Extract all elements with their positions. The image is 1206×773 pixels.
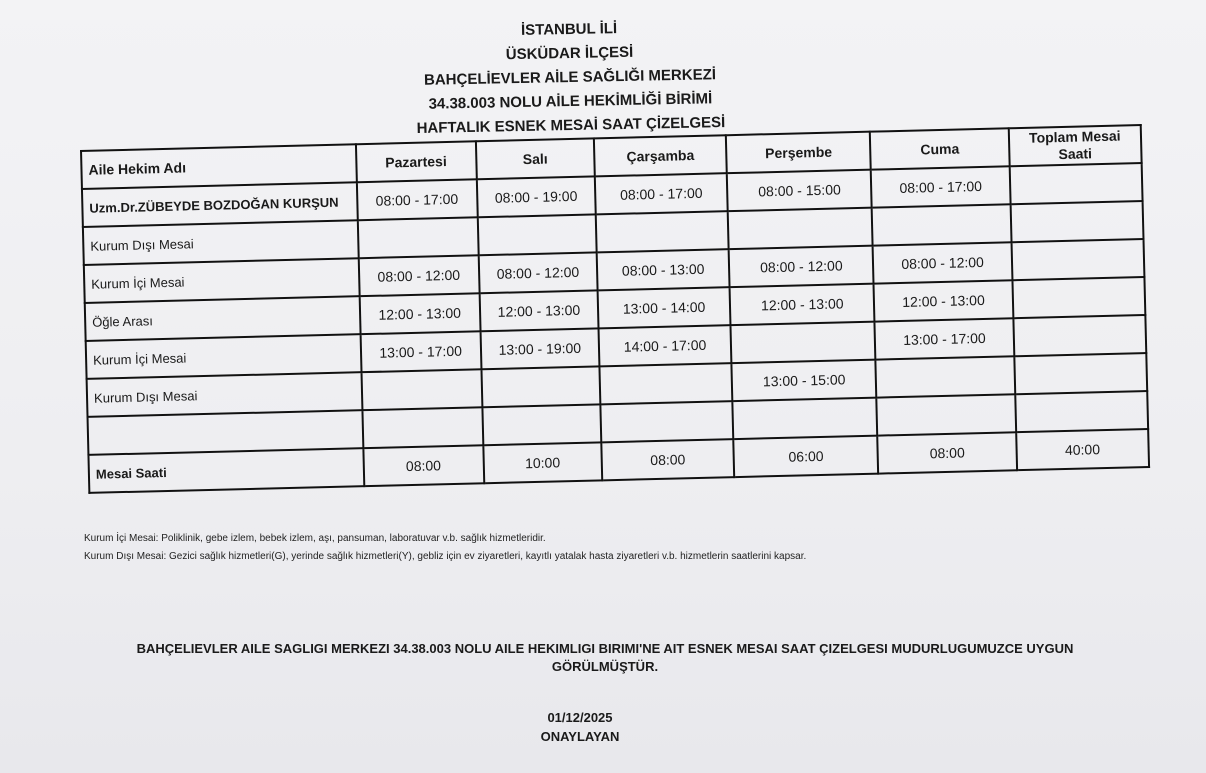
table-cell: 13:00 - 19:00 xyxy=(480,328,599,369)
header-total: Toplam Mesai Saati xyxy=(1008,125,1141,166)
header-name: Aile Hekim Adı xyxy=(81,144,356,189)
table-cell xyxy=(1012,277,1145,318)
table-cell xyxy=(731,322,876,364)
table-cell: 08:00 - 17:00 xyxy=(595,173,728,214)
row-label: Kurum İçi Mesai xyxy=(84,258,359,303)
note-external: Kurum Dışı Mesai: Gezici sağlık hizmetleri(G), yerinde sağlık hizmetleri(Y), gebliz için ev ziyaretleri, kayıtlı yatalak hasta ziyaretleri v.b. hizmetlerin saatlerini kapsar. xyxy=(84,551,807,562)
table-cell xyxy=(482,404,601,445)
header-monday: Pazartesi xyxy=(355,141,476,182)
table-cell: 12:00 - 13:00 xyxy=(359,293,480,334)
header-tuesday: Salı xyxy=(476,138,595,179)
total-cell: 08:00 xyxy=(878,432,1017,473)
table-cell: 12:00 - 13:00 xyxy=(874,280,1013,321)
table-cell xyxy=(1009,163,1142,204)
total-cell: 10:00 xyxy=(483,442,602,483)
table-cell: 08:00 - 12:00 xyxy=(478,252,597,293)
table-cell xyxy=(876,356,1015,397)
table-cell: 08:00 - 17:00 xyxy=(871,166,1010,207)
header-center: BAHÇELİEVLER AİLE SAĞLIĞI MERKEZİ xyxy=(423,66,717,89)
table-cell: 13:00 - 15:00 xyxy=(732,360,877,402)
table-cell xyxy=(362,407,483,448)
approval-line-2: GÖRÜLMÜŞTÜR. xyxy=(551,659,659,674)
header-district: ÜSKÜDAR İLÇESİ xyxy=(505,43,634,64)
table-cell xyxy=(1014,353,1147,394)
table-cell xyxy=(1011,239,1144,280)
footnotes xyxy=(84,530,806,566)
table-cell: 08:00 - 17:00 xyxy=(356,179,477,220)
table-cell xyxy=(596,211,729,252)
table-cell xyxy=(599,363,732,404)
header-title: HAFTALIK ESNEK MESAİ SAAT ÇİZELGESİ xyxy=(416,114,726,137)
table-cell: 08:00 - 19:00 xyxy=(477,176,596,217)
header-friday: Cuma xyxy=(870,128,1009,169)
table-cell: 12:00 - 13:00 xyxy=(730,284,875,326)
approval-signature-block xyxy=(480,708,680,746)
table-cell xyxy=(357,217,478,258)
header-thursday: Perşembe xyxy=(726,132,871,174)
approval-date: 01/12/2025 xyxy=(547,710,613,725)
table-cell: 14:00 - 17:00 xyxy=(598,325,731,366)
approval-line-1: BAHÇELIEVLER AILE SAGLIGI MERKEZI 34.38.003 NOLU AILE HEKIMLIGI BIRIMI'NE AIT ESNEK MESAI SAAT ÇIZELGESI MUDURLUGUMUZCE UYGUN xyxy=(136,641,1074,656)
total-cell: 06:00 xyxy=(733,436,878,478)
row-label: Kurum Dışı Mesai xyxy=(87,372,362,417)
row-label: Öğle Arası xyxy=(85,296,360,341)
table-cell xyxy=(477,214,596,255)
document-header xyxy=(329,13,811,142)
doctor-name: Uzm.Dr.ZÜBEYDE BOZDOĞAN KURŞUN xyxy=(82,182,357,227)
note-internal: Kurum İçi Mesai: Poliklinik, gebe izlem, bebek izlem, aşı, pansuman, laboratuvar v.b. sağlık hizmetleridir. xyxy=(84,533,546,544)
table-cell xyxy=(481,366,600,407)
row-label: Kurum Dışı Mesai xyxy=(83,220,358,265)
table-cell xyxy=(1010,201,1143,242)
header-unit: 34.38.003 NOLU AİLE HEKİMLİĞİ BİRİMİ xyxy=(428,90,713,113)
table-cell xyxy=(1015,391,1148,432)
header-province: İSTANBUL İLİ xyxy=(520,20,618,39)
table-cell xyxy=(733,398,878,440)
table-cell xyxy=(728,208,873,250)
table-cell: 08:00 - 12:00 xyxy=(729,246,874,288)
total-label: Mesai Saati xyxy=(88,448,363,493)
table-cell: 08:00 - 15:00 xyxy=(727,170,872,212)
table-cell: 08:00 - 12:00 xyxy=(358,255,479,296)
table-cell: 13:00 - 17:00 xyxy=(875,318,1014,359)
row-label: Kurum İçi Mesai xyxy=(86,334,361,379)
table-cell: 13:00 - 17:00 xyxy=(360,331,481,372)
table-cell xyxy=(1013,315,1146,356)
total-cell: 08:00 xyxy=(363,445,484,486)
approval-signer: ONAYLAYAN xyxy=(540,729,620,744)
header-wednesday: Çarşamba xyxy=(594,135,727,176)
table-cell xyxy=(361,369,482,410)
table-cell: 08:00 - 12:00 xyxy=(873,242,1012,283)
table-cell: 12:00 - 13:00 xyxy=(479,290,598,331)
table-cell xyxy=(877,394,1016,435)
table-cell xyxy=(872,204,1011,245)
table-cell: 13:00 - 14:00 xyxy=(598,287,731,328)
total-cell: 40:00 xyxy=(1016,429,1149,470)
table-cell: 08:00 - 13:00 xyxy=(597,249,730,290)
table-cell xyxy=(600,401,733,442)
schedule-table xyxy=(80,124,1150,494)
approval-text xyxy=(110,640,1100,676)
total-cell: 08:00 xyxy=(601,439,734,480)
